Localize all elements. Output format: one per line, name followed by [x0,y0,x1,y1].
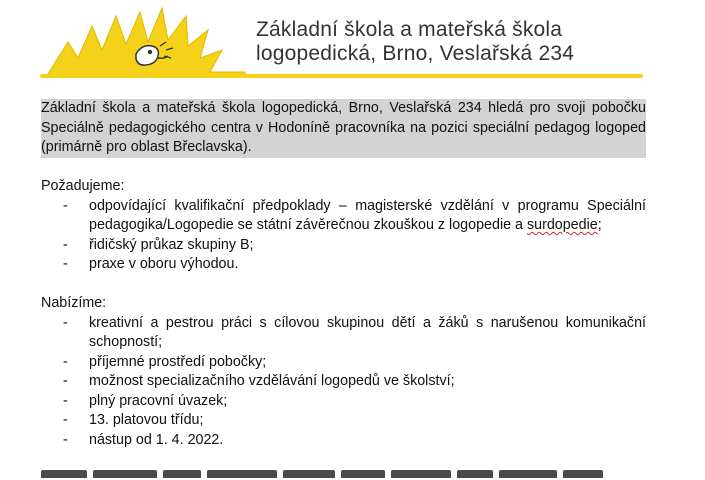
requirement-text: řidičský průkaz skupiny B; [89,236,254,253]
letterhead [0,0,705,90]
header-divider [40,74,643,78]
dash-bullet: - [63,256,68,272]
cut-off-text-line [41,468,646,478]
dash-bullet: - [63,412,68,428]
offer-text: nástup od 1. 4. 2022. [89,431,224,448]
list-item [41,314,646,353]
offer-text: příjemné prostředí pobočky; [89,353,267,370]
offer-text: možnost specializačního vzdělávání logopedů ve školství; [89,373,455,389]
school-name-line2: logopedická, Brno, Veslařská 234 [256,42,575,65]
list-item [41,197,646,236]
requirements-list [41,197,646,275]
list-item [41,255,646,275]
dash-bullet: - [63,353,68,370]
requirement-text: odpovídající kvalifikační předpoklady – magisterské vzdělání v programu Speciální pedagogika/Logopedie se státní závěrečnou zkouškou z logopedie a surdopedie; [89,197,646,233]
requirement-text: praxe v oboru výhodou. [89,256,239,272]
school-name-line1: Základní škola a mateřská škola [256,18,563,41]
school-name [256,18,574,66]
list-item [41,431,646,451]
spellcheck-flagged-word: surdopedie [526,217,598,233]
offer-list [41,314,646,451]
offer-text: plný pracovní úvazek; [89,392,228,409]
offer-text: kreativní a pestrou práci s cílovou skupinou dětí a žáků s narušenou komunikační schopností; [89,314,646,350]
intro-paragraph: Základní škola a mateřská škola logopedická, Brno, Veslařská 234 hledá pro svoji pobočku Speciálně pedagogického centra v Hodoníně pracovníka na pozici speciální pedagog logoped (primárně pro oblast Břeclavska). [41,99,646,158]
dash-bullet: - [63,431,68,448]
list-item [41,372,646,392]
list-item [41,236,646,256]
offer-text: 13. platovou třídu; [89,412,204,428]
document-body [41,99,646,450]
list-item [41,392,646,412]
list-item [41,411,646,431]
dash-bullet: - [63,373,68,389]
offer-title: Nabízíme: [41,295,107,311]
dash-bullet: - [63,392,68,409]
school-logo-sun-icon [40,2,255,82]
dash-bullet: - [63,236,68,253]
requirements-title: Požadujeme: [41,178,125,194]
dash-bullet: - [63,197,68,214]
list-item [41,353,646,373]
dash-bullet: - [63,314,68,331]
